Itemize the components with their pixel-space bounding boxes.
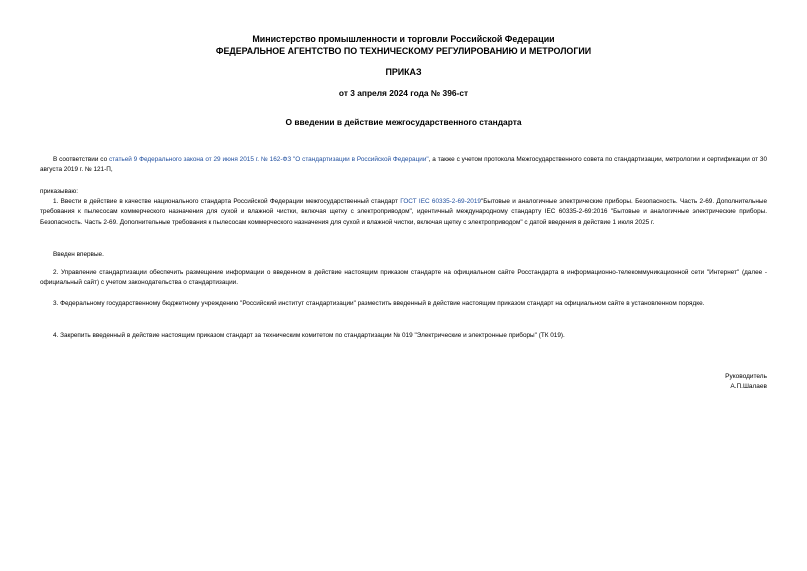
first-time-note: Введен впервые.	[53, 251, 104, 258]
document-type: ПРИКАЗ	[385, 67, 422, 77]
law-link[interactable]: статьей 9 Федерального закона от 29 июня 2015 г. № 162-ФЗ "О стандартизации в Российской Федерации"	[108, 156, 429, 163]
standard-link[interactable]: ГОСТ IEC 60335-2-69-2019	[400, 198, 481, 205]
agency-name: ФЕДЕРАЛЬНОЕ АГЕНТСТВО ПО ТЕХНИЧЕСКОМУ РЕГУЛИРОВАНИЮ И МЕТРОЛОГИИ	[215, 46, 592, 56]
item-1-paragraph	[40, 197, 767, 228]
item-2-paragraph: 2. Управление стандартизации обеспечить размещение информации о введенном в действие настоящим приказом стандарте на официальном сайте Росстандарта в информационно-телекоммуникационной сети "Интернет" (далее - официальный сайт) с учетом законодательства о стандартизации.	[40, 269, 767, 287]
signature-name: А.П.Шалаев	[730, 383, 767, 390]
item-3-paragraph: 3. Федеральному государственному бюджетному учреждению "Российский институт стандартизации" разместить введенный в действие настоящим приказом стандарт на официальном сайте в установленном порядке.	[53, 300, 705, 307]
item-1-suffix: "Бытовые и аналогичные электрические приборы. Безопасность. Часть 2-69. Дополнительные требования к пылесосам коммерческого назначения для сухой и влажной чистки, включая щетку с электроприводом", идентичный международному стандарту IEC 60335-2-69:2016 "Бытовые и аналогичные электрические приборы. Безопасность. Часть 2-69. Дополнительные требования к пылесосам коммерческого назначения для сухой и влажной чистки, включая щетку с электроприводом" с датой введения в действие 1 июля 2025 г.	[40, 198, 768, 226]
preamble-prefix: В соответствии со	[53, 156, 109, 163]
ministry-name: Министерство промышленности и торговли Российской Федерации	[252, 34, 555, 44]
signature-title: Руководитель	[725, 373, 767, 380]
decree-word: приказываю:	[40, 188, 78, 195]
item-1-prefix: 1. Ввести в действие в качестве национального стандарта Российской Федерации межгосударственный стандарт	[53, 198, 401, 205]
preamble-suffix: , а также с учетом протокола Межгосударственного совета по стандартизации, метрологии и сертификации от 30 августа 2019 г. № 121-П,	[40, 156, 768, 174]
item-4-paragraph: 4. Закрепить введенный в действие настоящим приказом стандарт за техническим комитетом по стандартизации № 019 "Электрические и электронные приборы" (ТК 019).	[53, 332, 565, 339]
document-subject: О введении в действие межгосударственного стандарта	[285, 117, 522, 127]
preamble-paragraph	[40, 155, 767, 176]
document-date-number: от 3 апреля 2024 года № 396-ст	[338, 88, 469, 98]
